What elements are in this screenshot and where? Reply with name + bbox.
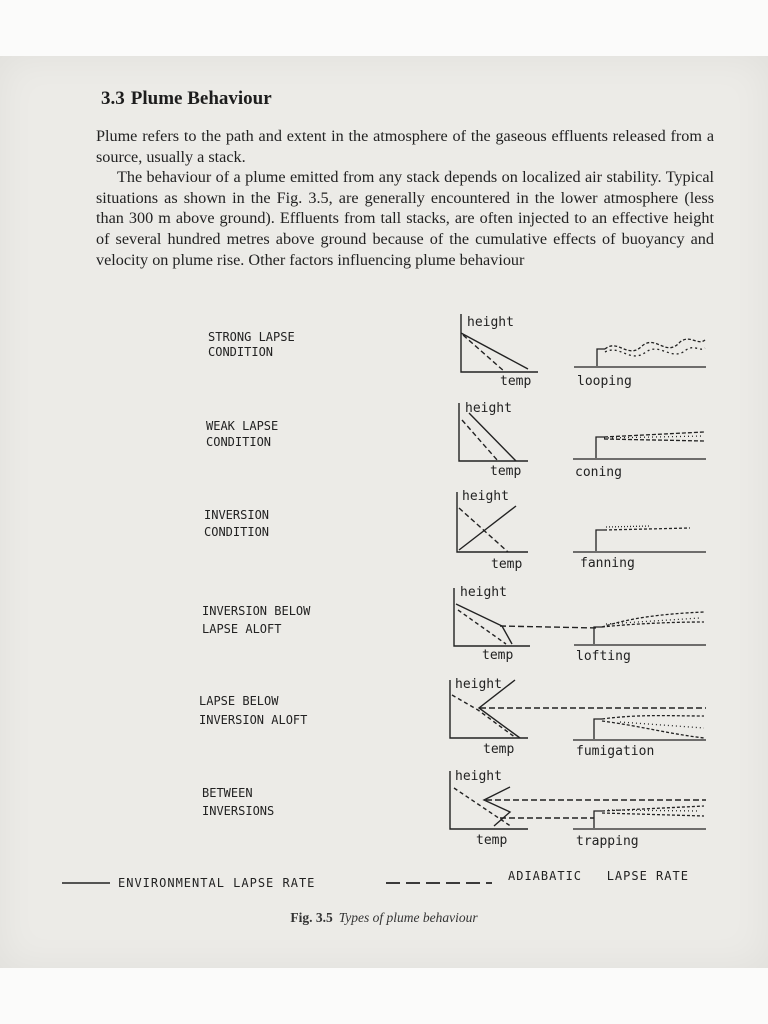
- axis-temp-label: temp: [476, 833, 508, 848]
- section-number: 3.3: [101, 88, 125, 109]
- plume-label: fanning: [580, 556, 635, 571]
- axis-temp-label: temp: [482, 648, 514, 663]
- condition-label: LAPSE ALOFT: [202, 622, 282, 636]
- axis-temp-label: temp: [483, 742, 515, 757]
- condition-label: WEAK LAPSE: [206, 419, 279, 433]
- section-title: Plume Behaviour: [130, 88, 272, 109]
- condition-label: INVERSION BELOW: [202, 604, 311, 618]
- condition-label: CONDITION: [208, 345, 274, 359]
- plume-sketch: [574, 339, 706, 367]
- row-inversion: [204, 489, 706, 572]
- axis-height-label: height: [455, 677, 502, 692]
- condition-label: CONDITION: [204, 525, 270, 539]
- figure-legend: [62, 869, 689, 890]
- row-inversion-below-lapse-aloft: [202, 585, 706, 664]
- plume-sketch: [573, 432, 706, 459]
- row-weak-lapse: [206, 401, 706, 480]
- plume-sketch: [573, 526, 706, 552]
- legend-adiabatic-label: ADIABATIC LAPSE RATE: [508, 869, 689, 883]
- paragraph-1: Plume refers to the path and extent in the atmosphere of the gaseous effluents released from a source, usually a stack.: [96, 127, 714, 166]
- plume-label: looping: [577, 374, 632, 389]
- axis-height-label: height: [455, 769, 502, 784]
- caption-label: Fig. 3.5: [290, 910, 333, 925]
- plume-sketch: [574, 612, 706, 645]
- row-between-inversions: [202, 769, 706, 849]
- condition-label: STRONG LAPSE: [208, 330, 295, 344]
- axis-height-label: height: [465, 401, 512, 416]
- row-strong-lapse: [208, 314, 706, 389]
- legend-environmental-label: ENVIRONMENTAL LAPSE RATE: [118, 876, 316, 890]
- paragraph-2: The behaviour of a plume emitted from any stack depends on localized air stability. Typical situations as shown in the Fig. 3.5, are generally encountered in the lower atmosphere (less than 300 m above ground). Effluents from tall stacks, are often injected to an effective height of several hundred metres above ground because of the cumulative effects of buoyancy and velocity on plume rise. Other factors influencing plume behaviour: [96, 168, 714, 269]
- caption-title: Types of plume behaviour: [338, 910, 478, 925]
- axis-temp-label: temp: [491, 557, 523, 572]
- row-lapse-below-inversion-aloft: [199, 677, 706, 759]
- plume-label: coning: [575, 465, 622, 480]
- condition-label: LAPSE BELOW: [199, 694, 279, 708]
- condition-label: INVERSION ALOFT: [199, 713, 308, 727]
- plume-label: fumigation: [576, 744, 655, 759]
- plume-label: trapping: [576, 834, 639, 849]
- plume-sketch: [573, 716, 706, 740]
- plume-label: lofting: [576, 649, 631, 664]
- axis-height-label: height: [462, 489, 509, 504]
- axis-temp-label: temp: [500, 374, 532, 389]
- condition-label: INVERSION: [204, 508, 270, 522]
- figure-caption: [0, 910, 768, 926]
- condition-label: BETWEEN: [202, 786, 253, 800]
- condition-label: INVERSIONS: [202, 804, 275, 818]
- axis-height-label: height: [467, 315, 514, 330]
- condition-label: CONDITION: [206, 435, 272, 449]
- axis-height-label: height: [460, 585, 507, 600]
- axis-temp-label: temp: [490, 464, 522, 479]
